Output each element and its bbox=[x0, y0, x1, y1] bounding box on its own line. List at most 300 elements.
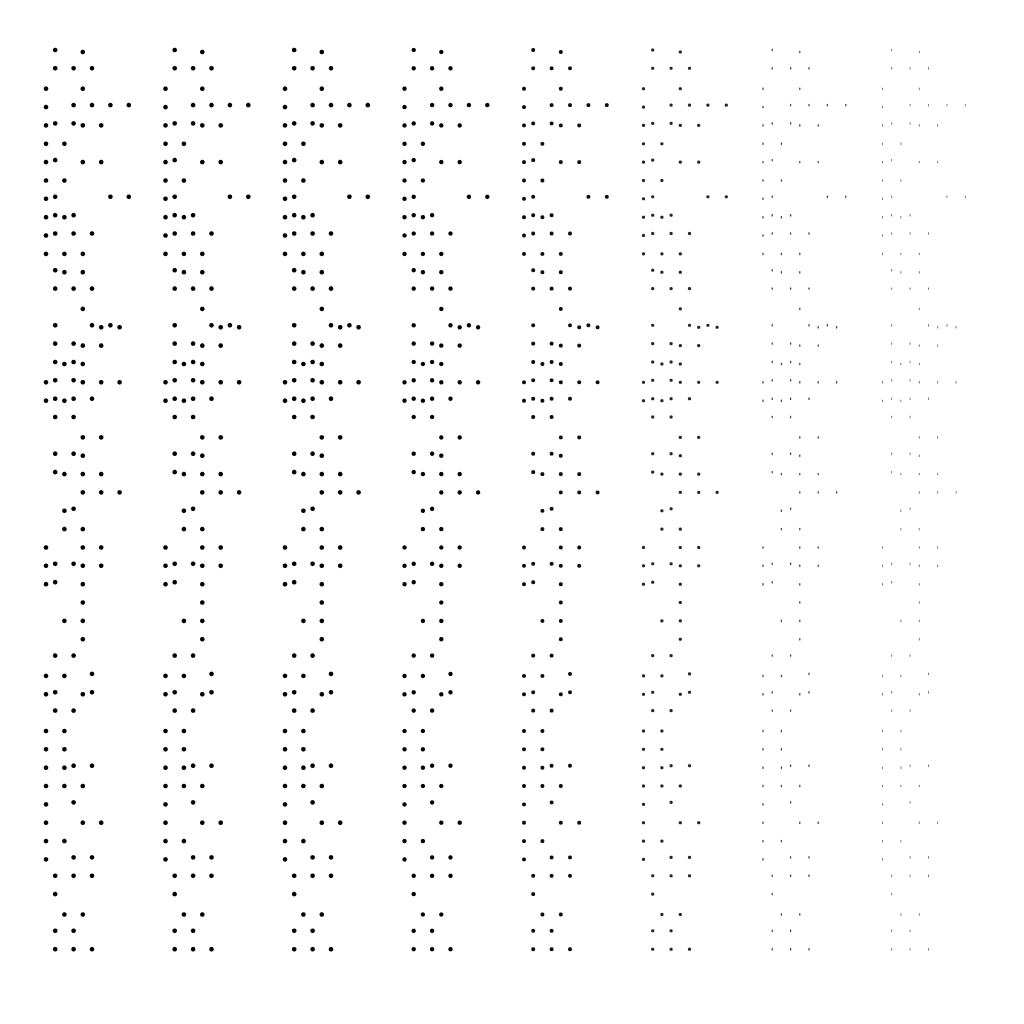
braille-dot bbox=[412, 360, 416, 364]
braille-dot bbox=[882, 124, 883, 127]
braille-dot bbox=[292, 929, 297, 934]
braille-dot bbox=[172, 562, 177, 567]
braille-dot bbox=[310, 231, 315, 236]
braille-dot bbox=[283, 398, 288, 403]
braille-dot bbox=[679, 601, 682, 604]
braille-dot bbox=[439, 472, 443, 476]
braille-dot bbox=[292, 415, 297, 420]
braille-dot bbox=[772, 122, 773, 125]
braille-dot bbox=[439, 564, 443, 568]
braille-dot bbox=[53, 158, 58, 163]
braille-dot bbox=[891, 342, 892, 345]
braille-dot bbox=[550, 562, 554, 566]
braille-dot bbox=[182, 252, 187, 257]
braille-dot bbox=[218, 325, 223, 330]
braille-dot bbox=[808, 691, 809, 694]
braille-dot bbox=[191, 947, 196, 952]
braille-dot bbox=[910, 67, 911, 70]
braille-dot bbox=[531, 397, 535, 401]
braille-dot bbox=[329, 874, 334, 879]
braille-dot bbox=[790, 948, 791, 951]
braille-dot bbox=[320, 619, 325, 624]
braille-dot bbox=[522, 802, 526, 806]
braille-dot bbox=[320, 564, 325, 569]
braille-dot bbox=[485, 103, 489, 107]
braille-dot bbox=[485, 195, 489, 199]
braille-dot bbox=[292, 451, 297, 456]
braille-dot bbox=[522, 252, 526, 256]
braille-dot bbox=[790, 416, 791, 419]
braille-dot bbox=[448, 103, 452, 107]
braille-dot bbox=[44, 233, 49, 238]
braille-dot bbox=[448, 672, 452, 676]
braille-dot bbox=[550, 764, 554, 768]
braille-dot bbox=[679, 619, 682, 622]
braille-dot bbox=[522, 234, 526, 238]
braille-dot bbox=[679, 436, 682, 439]
braille-dot bbox=[910, 948, 911, 951]
braille-dot bbox=[642, 216, 645, 219]
braille-dot bbox=[90, 874, 95, 879]
braille-dot bbox=[540, 399, 544, 403]
braille-dot bbox=[448, 286, 452, 290]
braille-dot bbox=[53, 708, 58, 713]
braille-dot bbox=[99, 490, 104, 495]
braille-dot bbox=[458, 472, 462, 476]
braille-dot bbox=[642, 160, 645, 163]
braille-dot bbox=[799, 785, 800, 788]
braille-dot bbox=[919, 253, 920, 256]
braille-dot bbox=[550, 874, 554, 878]
braille-dot bbox=[910, 856, 911, 859]
braille-dot bbox=[301, 178, 306, 183]
braille-dot bbox=[301, 912, 306, 917]
braille-dot bbox=[762, 693, 763, 696]
braille-dot bbox=[550, 929, 554, 933]
braille-dot bbox=[81, 160, 86, 165]
braille-dot bbox=[937, 821, 938, 824]
braille-dot bbox=[127, 103, 132, 108]
braille-dot bbox=[412, 562, 416, 566]
braille-dot bbox=[163, 692, 168, 697]
braille-dot bbox=[430, 341, 434, 345]
braille-dot bbox=[550, 855, 554, 859]
braille-dot bbox=[799, 253, 800, 256]
braille-dot bbox=[412, 947, 416, 951]
braille-dot bbox=[781, 363, 782, 366]
braille-dot bbox=[937, 344, 938, 347]
braille-dot bbox=[688, 856, 691, 859]
braille-dot bbox=[402, 215, 406, 219]
braille-dot bbox=[320, 582, 325, 587]
braille-dot bbox=[919, 381, 920, 384]
braille-dot bbox=[679, 87, 682, 90]
braille-dot bbox=[679, 638, 682, 641]
braille-dot bbox=[283, 197, 288, 202]
braille-dot bbox=[928, 67, 929, 70]
braille-dot bbox=[439, 912, 443, 916]
braille-dot bbox=[292, 378, 297, 383]
braille-dot bbox=[310, 708, 315, 713]
braille-dot bbox=[531, 48, 535, 52]
braille-dot bbox=[799, 564, 800, 567]
braille-dot bbox=[669, 452, 672, 455]
braille-dot bbox=[99, 123, 104, 128]
braille-dot bbox=[200, 820, 205, 825]
braille-dot bbox=[651, 232, 654, 235]
braille-dot bbox=[891, 471, 892, 474]
braille-dot bbox=[81, 600, 86, 605]
braille-dot bbox=[301, 252, 306, 257]
braille-dot bbox=[900, 509, 901, 512]
braille-dot bbox=[163, 197, 168, 202]
braille-dot bbox=[246, 195, 251, 200]
braille-dot bbox=[81, 453, 86, 458]
braille-dot bbox=[531, 892, 535, 896]
braille-dot bbox=[430, 286, 434, 290]
braille-dot bbox=[412, 158, 416, 162]
braille-dot bbox=[522, 857, 526, 861]
braille-dot bbox=[320, 307, 325, 312]
braille-dot bbox=[790, 122, 791, 125]
braille-dot bbox=[439, 619, 443, 623]
braille-dot bbox=[772, 929, 773, 932]
braille-dot bbox=[310, 103, 315, 108]
braille-dot bbox=[402, 178, 406, 182]
braille-dot bbox=[320, 912, 325, 917]
braille-dot bbox=[706, 103, 709, 106]
braille-dot bbox=[62, 509, 67, 514]
braille-dot bbox=[53, 396, 58, 401]
braille-dot bbox=[200, 86, 205, 91]
braille-dot bbox=[310, 341, 315, 346]
braille-dot bbox=[660, 839, 663, 842]
braille-dot bbox=[439, 435, 443, 439]
braille-dot bbox=[577, 821, 581, 825]
braille-dot bbox=[781, 913, 782, 916]
braille-dot bbox=[900, 253, 901, 256]
braille-dot bbox=[71, 360, 76, 365]
braille-dot bbox=[310, 360, 315, 365]
braille-dot bbox=[163, 729, 168, 734]
braille-dot bbox=[81, 527, 86, 532]
braille-dot bbox=[818, 473, 819, 476]
braille-dot bbox=[772, 416, 773, 419]
braille-dot bbox=[448, 323, 452, 327]
braille-dot bbox=[44, 729, 49, 734]
braille-dot bbox=[550, 947, 554, 951]
braille-dot bbox=[790, 801, 791, 804]
braille-dot bbox=[651, 948, 654, 951]
braille-dot bbox=[81, 362, 86, 367]
braille-dot bbox=[108, 323, 113, 328]
braille-dot bbox=[706, 324, 709, 327]
braille-dot bbox=[660, 142, 663, 145]
braille-dot bbox=[283, 123, 288, 128]
braille-dot bbox=[688, 948, 691, 951]
braille-dot bbox=[799, 821, 800, 824]
braille-dot bbox=[772, 893, 773, 896]
braille-dot bbox=[900, 620, 901, 623]
dot-column-7 bbox=[762, 49, 846, 951]
braille-dot bbox=[163, 784, 168, 789]
braille-dot bbox=[53, 195, 58, 200]
braille-dot bbox=[919, 363, 920, 366]
braille-dot bbox=[919, 161, 920, 164]
braille-dot bbox=[182, 178, 187, 183]
braille-dot bbox=[559, 454, 563, 458]
braille-dot bbox=[799, 308, 800, 311]
braille-dot bbox=[818, 326, 819, 329]
braille-dot bbox=[44, 857, 49, 862]
braille-dot bbox=[910, 379, 911, 382]
braille-dot bbox=[402, 252, 406, 256]
dot-column-4 bbox=[402, 48, 489, 952]
braille-dot bbox=[669, 856, 672, 859]
braille-dot bbox=[402, 857, 406, 861]
braille-dot bbox=[53, 874, 58, 879]
braille-dot bbox=[799, 546, 800, 549]
braille-dot bbox=[218, 160, 223, 165]
braille-dot bbox=[910, 287, 911, 290]
braille-dot bbox=[90, 947, 95, 952]
braille-dot bbox=[669, 214, 672, 217]
braille-dot bbox=[540, 509, 544, 513]
braille-dot bbox=[818, 491, 819, 494]
braille-dot bbox=[531, 268, 535, 272]
braille-dot bbox=[790, 342, 791, 345]
braille-dot bbox=[228, 103, 233, 108]
braille-dot bbox=[283, 839, 288, 844]
braille-dot bbox=[669, 874, 672, 877]
braille-dot bbox=[412, 397, 416, 401]
braille-dot bbox=[651, 269, 654, 272]
braille-dot bbox=[781, 748, 782, 751]
braille-dot bbox=[310, 286, 315, 291]
braille-dot bbox=[910, 122, 911, 125]
braille-dot bbox=[946, 104, 947, 107]
braille-dot bbox=[669, 948, 672, 951]
braille-dot bbox=[596, 380, 600, 384]
braille-dot bbox=[577, 564, 581, 568]
braille-dot bbox=[412, 121, 416, 125]
braille-dot bbox=[191, 378, 196, 383]
braille-dot bbox=[448, 690, 452, 694]
braille-dot bbox=[522, 399, 526, 403]
braille-dot bbox=[781, 253, 782, 256]
braille-dot bbox=[688, 232, 691, 235]
braille-dot bbox=[53, 48, 58, 53]
braille-dot bbox=[540, 729, 544, 733]
braille-dot bbox=[891, 893, 892, 896]
braille-dot bbox=[550, 654, 554, 658]
braille-dot bbox=[540, 252, 544, 256]
braille-dot bbox=[900, 271, 901, 274]
braille-dot bbox=[402, 233, 406, 237]
braille-dot bbox=[402, 197, 406, 201]
braille-dot bbox=[439, 380, 443, 384]
braille-dot bbox=[772, 324, 773, 327]
braille-dot bbox=[163, 233, 168, 238]
braille-dot bbox=[559, 344, 563, 348]
braille-dot bbox=[559, 307, 563, 311]
braille-dot bbox=[301, 215, 306, 220]
braille-dot bbox=[790, 562, 791, 565]
braille-dot bbox=[660, 674, 663, 677]
braille-dot bbox=[329, 855, 334, 860]
braille-dot bbox=[900, 730, 901, 733]
braille-dot bbox=[550, 507, 554, 511]
braille-dot bbox=[772, 49, 773, 52]
braille-dot bbox=[99, 343, 104, 348]
braille-dot bbox=[218, 820, 223, 825]
braille-dot bbox=[71, 213, 76, 218]
braille-dot bbox=[320, 472, 325, 477]
braille-dot bbox=[71, 121, 76, 126]
braille-dot bbox=[891, 929, 892, 932]
braille-dot bbox=[402, 582, 406, 586]
braille-dot bbox=[697, 821, 700, 824]
braille-dot bbox=[237, 325, 242, 330]
braille-dot bbox=[642, 564, 645, 567]
braille-dot bbox=[301, 398, 306, 403]
braille-dot bbox=[568, 874, 572, 878]
braille-dot bbox=[439, 270, 443, 274]
braille-dot bbox=[412, 195, 416, 199]
braille-dot bbox=[559, 50, 563, 54]
braille-dot bbox=[559, 252, 563, 256]
braille-dot bbox=[182, 912, 187, 917]
braille-dot bbox=[200, 545, 205, 550]
braille-dot bbox=[320, 820, 325, 825]
braille-dot bbox=[577, 325, 581, 329]
braille-dot bbox=[531, 232, 535, 236]
braille-dot bbox=[762, 730, 763, 733]
braille-dot bbox=[402, 380, 406, 384]
braille-dot bbox=[172, 396, 177, 401]
braille-dot bbox=[772, 342, 773, 345]
braille-dot bbox=[90, 66, 95, 71]
braille-dot bbox=[642, 766, 645, 769]
braille-dot bbox=[99, 435, 104, 440]
braille-dot bbox=[53, 947, 58, 952]
braille-dot bbox=[651, 581, 654, 584]
braille-dot bbox=[522, 821, 526, 825]
braille-dot bbox=[163, 582, 168, 587]
braille-dot bbox=[62, 215, 67, 220]
braille-dot bbox=[218, 343, 223, 348]
braille-dot bbox=[790, 232, 791, 235]
braille-dot bbox=[799, 601, 800, 604]
braille-dot bbox=[762, 546, 763, 549]
braille-dot bbox=[421, 912, 425, 916]
braille-dot bbox=[172, 929, 177, 934]
braille-dot bbox=[910, 801, 911, 804]
braille-dot bbox=[412, 874, 416, 878]
braille-dot bbox=[71, 451, 76, 456]
braille-dot bbox=[62, 839, 67, 844]
braille-dot bbox=[781, 840, 782, 843]
braille-dot bbox=[44, 86, 49, 91]
braille-dot bbox=[62, 674, 67, 679]
braille-dot bbox=[329, 323, 334, 328]
braille-dot bbox=[163, 747, 168, 752]
braille-dot bbox=[660, 766, 663, 769]
braille-dot bbox=[596, 490, 600, 494]
braille-dot bbox=[448, 397, 452, 401]
braille-dot bbox=[439, 343, 443, 347]
braille-dot bbox=[430, 708, 434, 712]
braille-dot bbox=[329, 763, 334, 768]
braille-dot bbox=[402, 692, 406, 696]
braille-dot bbox=[891, 416, 892, 419]
braille-dot bbox=[163, 380, 168, 385]
braille-dot bbox=[430, 929, 434, 933]
braille-dot bbox=[669, 929, 672, 932]
braille-dot bbox=[191, 66, 196, 71]
braille-dot bbox=[191, 121, 196, 126]
braille-dot bbox=[651, 452, 654, 455]
braille-dot bbox=[200, 490, 205, 495]
braille-dot bbox=[283, 160, 288, 165]
braille-dot bbox=[191, 562, 196, 567]
braille-dot bbox=[320, 86, 325, 91]
braille-dot bbox=[660, 362, 663, 365]
braille-dot bbox=[172, 121, 177, 126]
braille-dot bbox=[660, 509, 663, 512]
braille-dot bbox=[772, 948, 773, 951]
braille-dot bbox=[421, 215, 425, 219]
braille-dot bbox=[781, 216, 782, 219]
braille-dot bbox=[283, 820, 288, 825]
braille-dot bbox=[808, 673, 809, 676]
braille-dot bbox=[412, 708, 416, 712]
braille-dot bbox=[301, 527, 306, 532]
braille-dot bbox=[71, 653, 76, 658]
braille-dot bbox=[320, 600, 325, 605]
braille-dot bbox=[200, 362, 205, 367]
braille-dot bbox=[660, 527, 663, 530]
braille-dot bbox=[679, 491, 682, 494]
braille-dot bbox=[448, 874, 452, 878]
braille-dot bbox=[772, 654, 773, 657]
braille-dot bbox=[790, 379, 791, 382]
braille-dot bbox=[642, 381, 645, 384]
braille-dot bbox=[651, 691, 654, 694]
braille-dot bbox=[44, 820, 49, 825]
braille-dot bbox=[62, 765, 67, 770]
braille-dot bbox=[790, 361, 791, 364]
braille-dot bbox=[53, 121, 58, 126]
braille-dot bbox=[99, 160, 104, 165]
braille-dot bbox=[808, 948, 809, 951]
braille-dot bbox=[642, 399, 645, 402]
braille-dot bbox=[596, 325, 600, 329]
braille-dot bbox=[550, 452, 554, 456]
braille-dot bbox=[71, 507, 76, 512]
braille-dot bbox=[882, 161, 883, 164]
braille-dot bbox=[402, 766, 406, 770]
braille-dot bbox=[688, 67, 691, 70]
braille-dot bbox=[762, 803, 763, 806]
braille-dot bbox=[937, 546, 938, 549]
braille-dot bbox=[44, 178, 49, 183]
braille-dot bbox=[430, 360, 434, 364]
braille-dot bbox=[329, 231, 334, 236]
braille-dot bbox=[882, 87, 883, 90]
braille-dot bbox=[660, 784, 663, 787]
braille-dot bbox=[292, 580, 297, 585]
